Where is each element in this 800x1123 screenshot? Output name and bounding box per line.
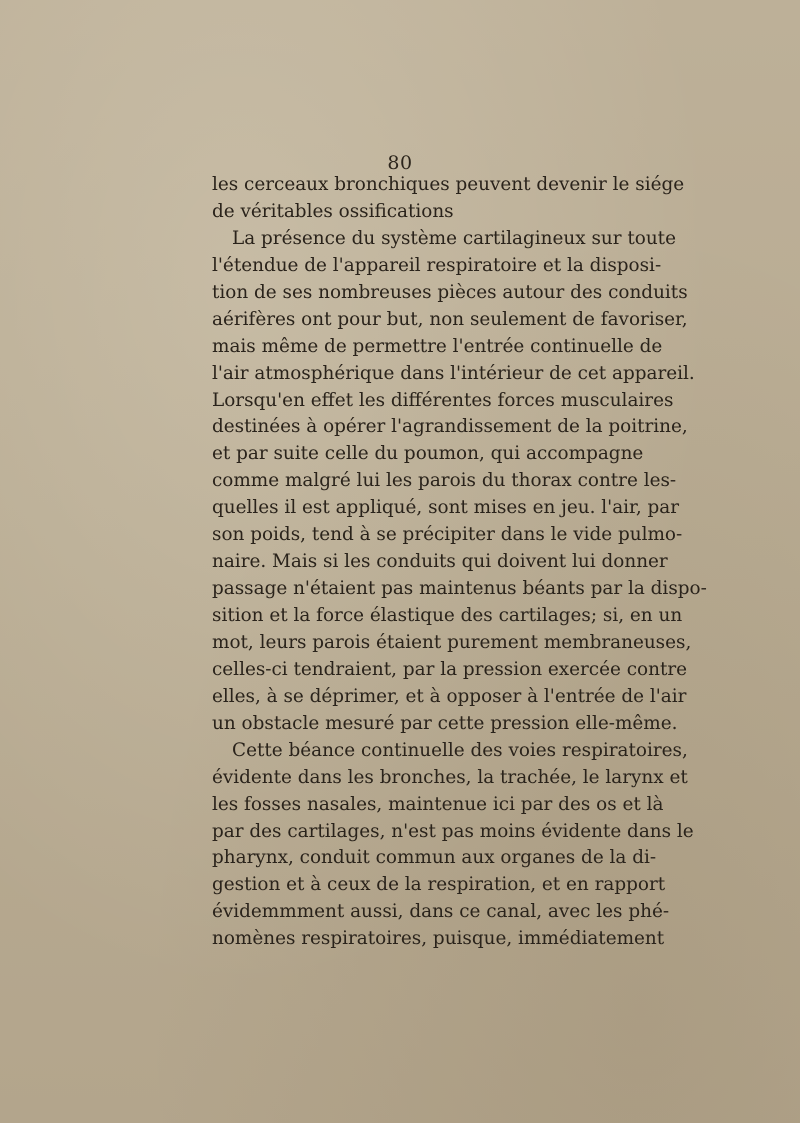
text-line: et par suite celle du poumon, qui accompagne [212, 443, 644, 465]
text-line: tion de ses nombreuses pièces autour des conduits [212, 281, 688, 303]
text-line: La présence du système cartilagineux sur toute [232, 227, 676, 249]
page-number: 80 [387, 152, 413, 174]
text-line: les cerceaux bronchiques peuvent devenir le siége [212, 174, 685, 195]
text-line: par des cartilages, n'est pas moins évidente dans le [212, 820, 694, 842]
text-line: un obstacle mesuré par cette pression elle-même. [212, 712, 678, 734]
text-line: l'air atmosphérique dans l'intérieur de cet appareil. [212, 362, 695, 384]
text-line: pharynx, conduit commun aux organes de la di- [212, 847, 657, 869]
body-text [212, 172, 707, 953]
text-line: naire. Mais si les conduits qui doivent lui donner [212, 551, 668, 573]
text-line: Lorsqu'en effet les différentes forces musculaires [212, 389, 674, 411]
text-line: mot, leurs parois étaient purement membraneuses, [212, 631, 692, 653]
text-line: comme malgré lui les parois du thorax contre les- [212, 470, 677, 492]
text-line: quelles il est appliqué, sont mises en jeu. l'air, par [212, 497, 680, 519]
text-line: gestion et à ceux de la respiration, et en rapport [212, 874, 666, 896]
text-line: elles, à se déprimer, et à opposer à l'entrée de l'air [212, 685, 687, 707]
text-line: l'étendue de l'appareil respiratoire et la disposi- [212, 254, 662, 276]
text-line: destinées à opérer l'agrandissement de la poitrine, [212, 416, 688, 438]
text-line: aérifères ont pour but, non seulement de favoriser, [212, 308, 688, 330]
text-line: son poids, tend à se précipiter dans le vide pulmo- [212, 524, 683, 546]
text-line: Cette béance continuelle des voies respiratoires, [232, 739, 688, 761]
text-line: mais même de permettre l'entrée continuelle de [212, 335, 663, 357]
text-line: évidemmment aussi, dans ce canal, avec les phé- [212, 901, 670, 923]
text-line: celles-ci tendraient, par la pression exercée contre [212, 658, 688, 680]
text-line: de véritables ossifications [212, 200, 454, 222]
text-line: passage n'étaient pas maintenus béants par la dispo- [212, 578, 707, 600]
text-line: nomènes respiratoires, puisque, immédiatement [212, 928, 665, 950]
text-line: sition et la force élastique des cartilages; si, en un [212, 605, 683, 626]
text-line: les fosses nasales, maintenue ici par des os et là [212, 793, 664, 815]
text-line: évidente dans les bronches, la trachée, le larynx et [212, 766, 688, 788]
